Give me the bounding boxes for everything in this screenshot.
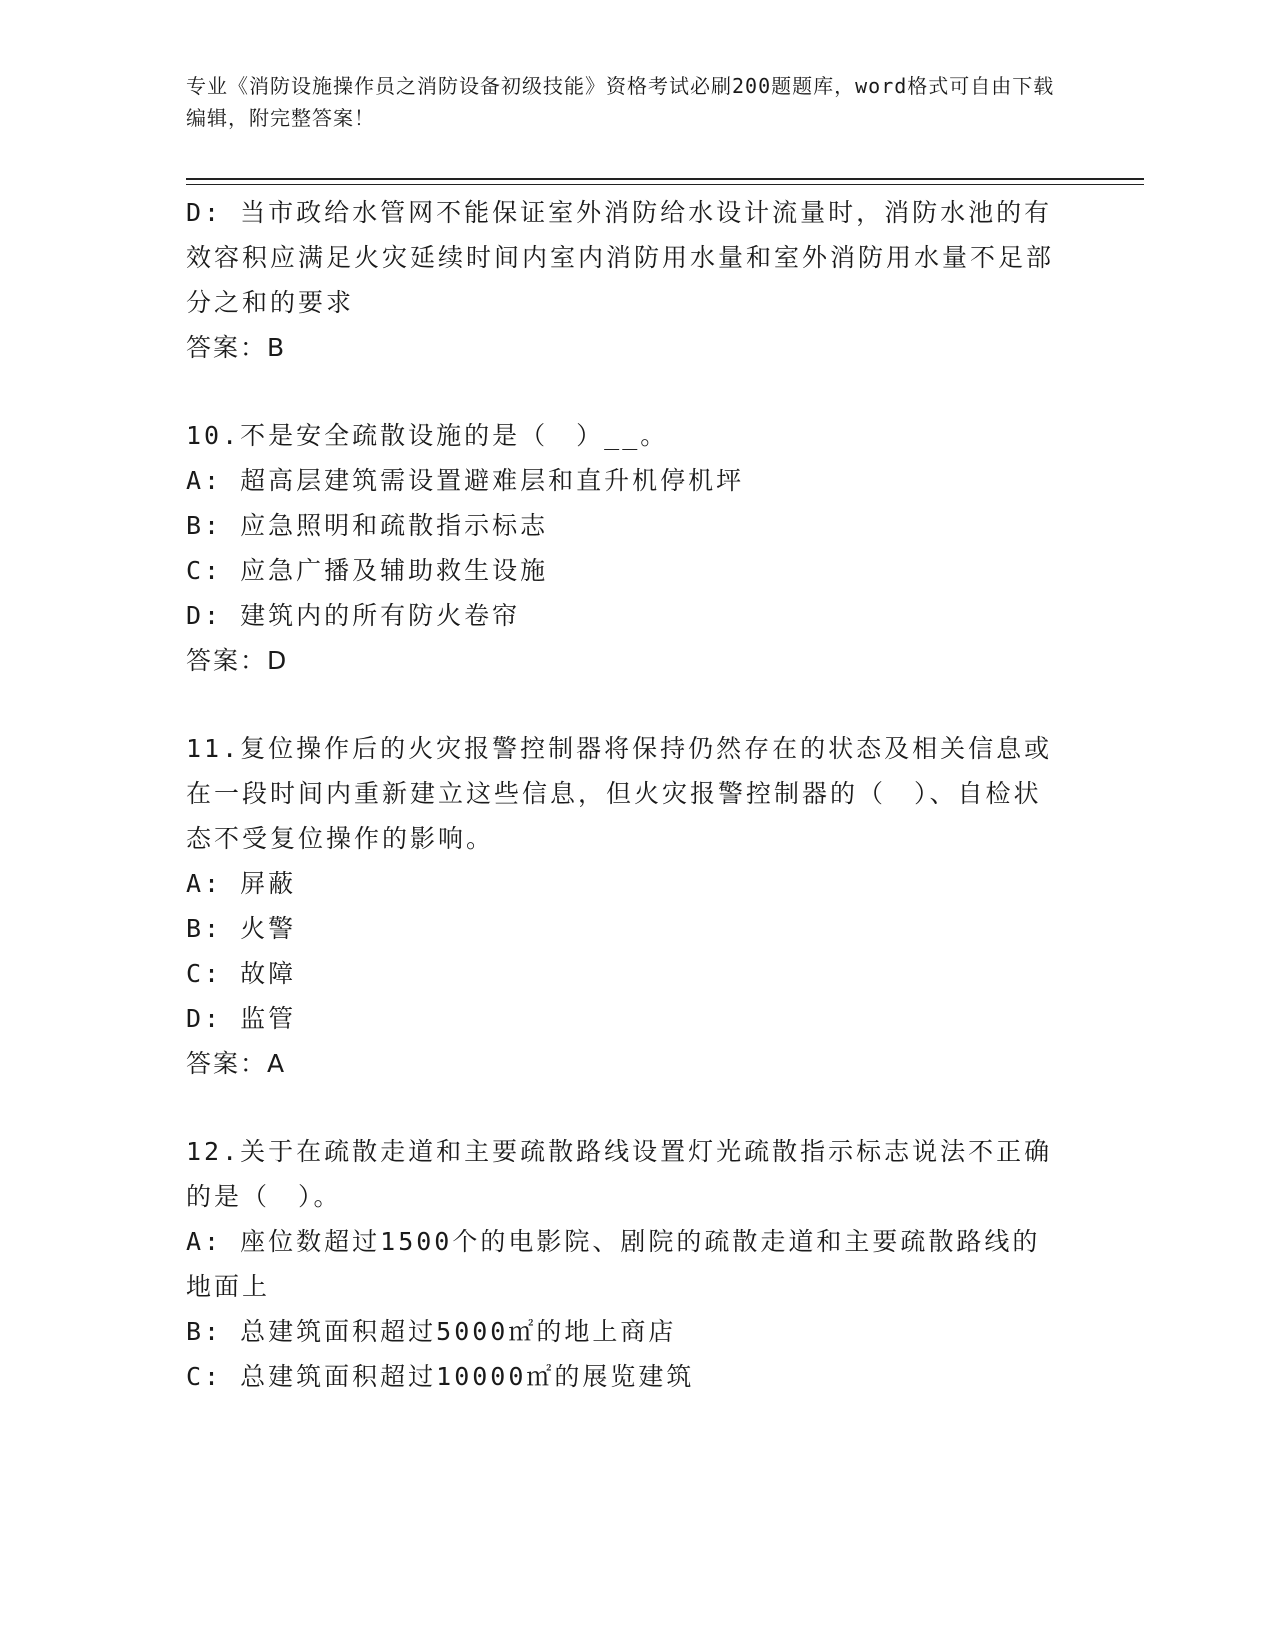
- option-c: C: 总建筑面积超过10000㎡的展览建筑: [186, 1362, 695, 1391]
- option-a: A: 座位数超过1500个的电影院、剧院的疏散走道和主要疏散路线的地面上: [186, 1227, 1041, 1301]
- spacer: [186, 1086, 1066, 1129]
- option-a: A: 屏蔽: [186, 869, 297, 898]
- option-b: B: 总建筑面积超过5000㎡的地上商店: [186, 1317, 677, 1346]
- document-header: 专业《消防设施操作员之消防设备初级技能》资格考试必刷200题题库，word格式可自由下载编辑，附完整答案！: [186, 74, 1055, 130]
- option-c: C: 故障: [186, 959, 297, 988]
- spacer: [186, 370, 1066, 413]
- option-d: D: 当市政给水管网不能保证室外消防给水设计流量时，消防水池的有效容积应满足火灾延续时间内室内消防用水量和室外消防用水量不足部分之和的要求: [186, 198, 1055, 317]
- header-rule-thick: [186, 178, 1144, 180]
- question-stem: 12.关于在疏散走道和主要疏散路线设置灯光疏散指示标志说法不正确的是（ ）。: [186, 1137, 1053, 1211]
- question-10: [186, 413, 1066, 683]
- document-body: [186, 190, 1066, 1399]
- option-a: A: 超高层建筑需设置避难层和直升机停机坪: [186, 466, 745, 495]
- question-9-tail: [186, 190, 1066, 370]
- option-b: B: 火警: [186, 914, 297, 943]
- option-d: D: 监管: [186, 1004, 297, 1033]
- header-rule-thin: [186, 184, 1144, 185]
- answer: 答案：D: [186, 646, 289, 675]
- option-c: C: 应急广播及辅助救生设施: [186, 556, 549, 585]
- question-stem: 11.复位操作后的火灾报警控制器将保持仍然存在的状态及相关信息或在一段时间内重新建立这些信息，但火灾报警控制器的（ ）、自检状态不受复位操作的影响。: [186, 734, 1053, 853]
- option-b: B: 应急照明和疏散指示标志: [186, 511, 549, 540]
- question-12: [186, 1129, 1066, 1399]
- option-d: D: 建筑内的所有防火卷帘: [186, 601, 521, 630]
- spacer: [186, 683, 1066, 726]
- answer: 答案：A: [186, 1049, 287, 1078]
- answer: 答案：B: [186, 333, 287, 362]
- question-stem: 10.不是安全疏散设施的是（ ）__。: [186, 421, 669, 450]
- question-11: [186, 726, 1066, 1086]
